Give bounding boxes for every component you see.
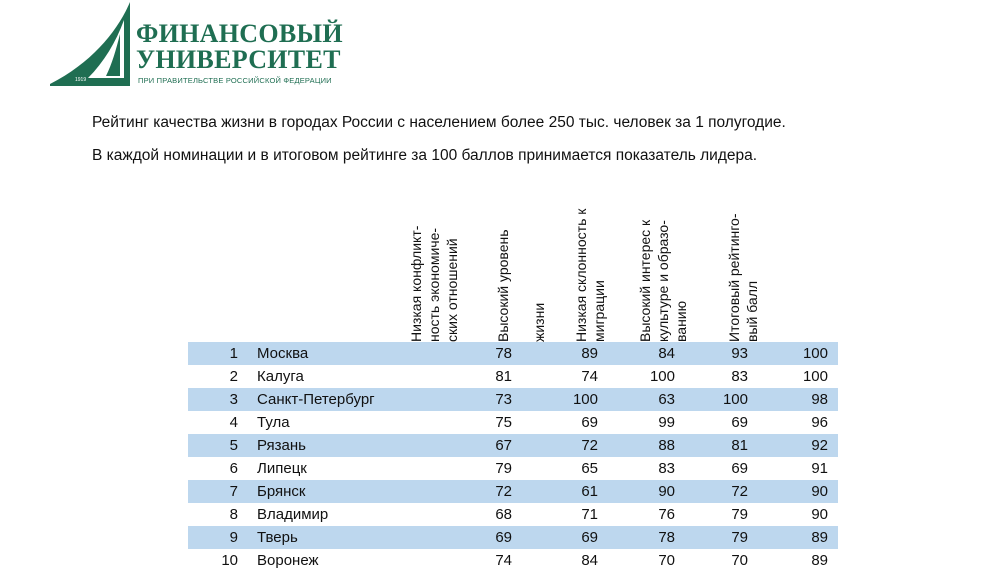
culture-score-cell: 83 (731, 368, 748, 385)
conflict-score-cell: 79 (495, 460, 512, 477)
conflict-score-cell: 69 (454, 526, 512, 549)
rating-table (188, 342, 838, 572)
living-standard-cell: 61 (512, 480, 598, 503)
logo-name-line1: ФИНАНСОВЫЙ (136, 19, 343, 48)
header-low-conflict (407, 182, 467, 342)
university-logo (48, 0, 343, 90)
table-row (188, 411, 838, 434)
migration-score-cell: 70 (658, 552, 675, 569)
culture-score-cell: 93 (675, 342, 748, 365)
culture-score-cell: 79 (731, 506, 748, 523)
table-row (188, 503, 838, 526)
logo-year: 1919 (75, 77, 87, 83)
culture-score-cell: 72 (675, 480, 748, 503)
header-line: миграции (591, 280, 607, 342)
table-row (188, 388, 838, 411)
culture-score-cell: 69 (731, 414, 748, 431)
table-row (188, 457, 838, 480)
total-score-cell: 92 (748, 434, 838, 457)
total-score-cell: 100 (748, 342, 838, 365)
city-cell: Тула (257, 414, 290, 431)
header-line: ность экономиче- (426, 227, 442, 342)
migration-score-cell: 76 (658, 506, 675, 523)
total-score-cell: 100 (802, 368, 828, 385)
logo-emblem-icon (48, 0, 138, 90)
rank-cell: 7 (188, 480, 257, 503)
table-row (188, 526, 838, 549)
conflict-score-cell: 67 (454, 434, 512, 457)
migration-score-cell: 88 (598, 434, 675, 457)
header-line: вый балл (744, 280, 760, 342)
rank-cell: 2 (229, 368, 238, 385)
total-score-cell: 98 (748, 388, 838, 411)
header-line: Высокий интерес к (637, 219, 653, 342)
header-line: культуре и образо- (655, 220, 671, 342)
culture-score-cell: 70 (731, 552, 748, 569)
city-cell: Воронеж (257, 552, 319, 569)
migration-score-cell: 90 (598, 480, 675, 503)
table-row (188, 480, 838, 503)
logo-name-line2: УНИВЕРСИТЕТ (136, 45, 341, 74)
header-line: Итоговый рейтинго- (726, 213, 742, 342)
living-standard-cell: 72 (512, 434, 598, 457)
culture-score-cell: 79 (675, 526, 748, 549)
header-line (512, 182, 530, 342)
total-score-cell: 90 (811, 506, 828, 523)
table-row (188, 549, 838, 572)
header-line: Низкая склонность к (573, 208, 589, 342)
table-row (188, 365, 838, 388)
conflict-score-cell: 74 (495, 552, 512, 569)
migration-score-cell: 83 (658, 460, 675, 477)
living-standard-cell: 100 (512, 388, 598, 411)
living-standard-cell: 65 (581, 460, 598, 477)
living-standard-cell: 71 (581, 506, 598, 523)
culture-score-cell: 100 (675, 388, 748, 411)
rank-cell: 5 (188, 434, 257, 457)
rank-cell: 1 (188, 342, 257, 365)
conflict-score-cell: 72 (454, 480, 512, 503)
total-score-cell: 91 (811, 460, 828, 477)
rank-cell: 4 (229, 414, 238, 431)
header-low-migration (572, 182, 632, 342)
header-living-standard (494, 182, 554, 342)
migration-score-cell: 84 (598, 342, 675, 365)
rank-cell: 6 (229, 460, 238, 477)
table-row (188, 342, 838, 365)
city-cell: Москва (257, 342, 454, 365)
living-standard-cell: 74 (581, 368, 598, 385)
total-score-cell: 89 (748, 526, 838, 549)
conflict-score-cell: 78 (454, 342, 512, 365)
header-line: ванию (673, 300, 689, 342)
migration-score-cell: 63 (598, 388, 675, 411)
city-cell: Калуга (257, 368, 304, 385)
city-cell: Тверь (257, 526, 454, 549)
rank-cell: 9 (188, 526, 257, 549)
city-cell: Владимир (257, 506, 329, 523)
total-score-cell: 96 (811, 414, 828, 431)
conflict-score-cell: 68 (495, 506, 512, 523)
column-headers (0, 180, 1000, 342)
migration-score-cell: 78 (598, 526, 675, 549)
header-total-score (725, 182, 785, 342)
header-line: Высокий уровень (495, 229, 511, 342)
living-standard-cell: 89 (512, 342, 598, 365)
city-cell: Липецк (257, 460, 307, 477)
intro-line-1: Рейтинг качества жизни в городах России с населением более 250 тыс. человек за 1 полугодие. (92, 114, 786, 131)
logo-name (136, 21, 376, 73)
city-cell: Брянск (257, 480, 454, 503)
total-score-cell: 90 (748, 480, 838, 503)
logo-subtitle: ПРИ ПРАВИТЕЛЬСТВЕ РОССИЙСКОЙ ФЕДЕРАЦИИ (138, 76, 332, 85)
rank-cell: 3 (188, 388, 257, 411)
migration-score-cell: 99 (658, 414, 675, 431)
header-line: Низкая конфликт- (408, 225, 424, 342)
conflict-score-cell: 73 (454, 388, 512, 411)
table-row (188, 434, 838, 457)
header-culture-education (636, 182, 696, 342)
migration-score-cell: 100 (649, 368, 675, 385)
rank-cell: 10 (221, 552, 238, 569)
intro-line-2: В каждой номинации и в итоговом рейтинге за 100 баллов принимается показатель лидера. (92, 147, 758, 164)
conflict-score-cell: 81 (495, 368, 512, 385)
living-standard-cell: 84 (581, 552, 598, 569)
culture-score-cell: 81 (675, 434, 748, 457)
header-line: ских отношений (444, 238, 460, 342)
city-cell: Рязань (257, 434, 454, 457)
city-cell: Санкт-Петербург (257, 388, 454, 411)
rank-cell: 8 (229, 506, 238, 523)
total-score-cell: 89 (811, 552, 828, 569)
living-standard-cell: 69 (512, 526, 598, 549)
header-line: жизни (531, 302, 547, 342)
culture-score-cell: 69 (731, 460, 748, 477)
living-standard-cell: 69 (581, 414, 598, 431)
conflict-score-cell: 75 (495, 414, 512, 431)
